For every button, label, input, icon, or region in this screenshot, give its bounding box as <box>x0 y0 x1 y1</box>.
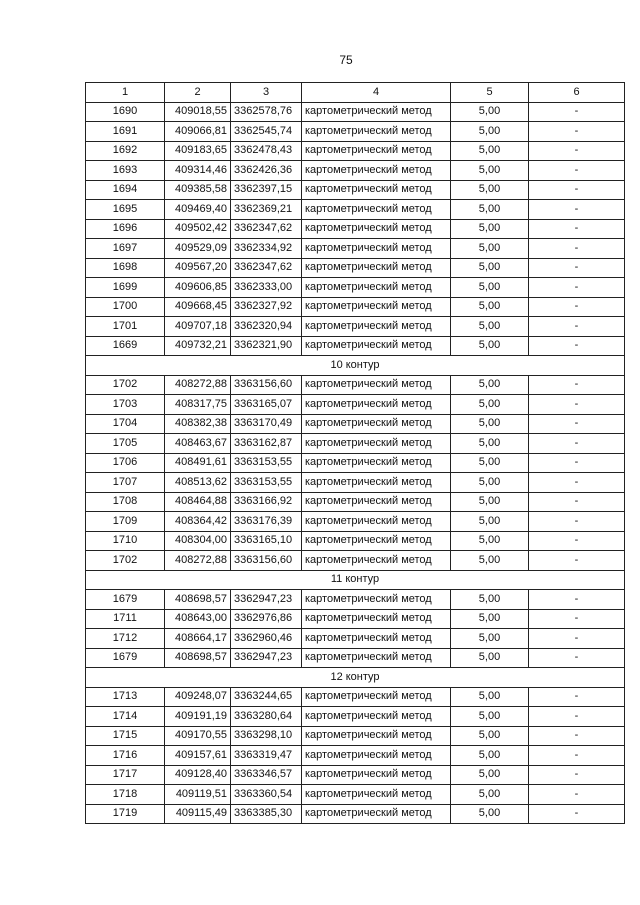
y-coordinate-cell: 3362320,94 <box>231 317 302 337</box>
method-cell: картометрический метод <box>302 278 451 298</box>
y-coordinate-cell: 3363156,60 <box>231 375 302 395</box>
method-cell: картометрический метод <box>302 102 451 122</box>
y-coordinate-cell: 3363385,30 <box>231 804 302 824</box>
method-cell: картометрический метод <box>302 804 451 824</box>
x-coordinate-cell: 409707,18 <box>165 317 231 337</box>
header-col-5: 5 <box>451 83 529 103</box>
table-row <box>86 726 625 746</box>
accuracy-cell: 5,00 <box>451 258 529 278</box>
table-row <box>86 200 625 220</box>
note-cell: - <box>529 531 625 551</box>
point-number-cell: 1709 <box>86 512 165 532</box>
point-number-cell: 1701 <box>86 317 165 337</box>
x-coordinate-cell: 409732,21 <box>165 336 231 356</box>
note-cell: - <box>529 141 625 161</box>
table-row <box>86 512 625 532</box>
table-row <box>86 239 625 259</box>
point-number-cell: 1719 <box>86 804 165 824</box>
accuracy-cell: 5,00 <box>451 785 529 805</box>
accuracy-cell: 5,00 <box>451 161 529 181</box>
x-coordinate-cell: 408513,62 <box>165 473 231 493</box>
accuracy-cell: 5,00 <box>451 765 529 785</box>
x-coordinate-cell: 408272,88 <box>165 375 231 395</box>
point-number-cell: 1679 <box>86 648 165 668</box>
note-cell: - <box>529 473 625 493</box>
y-coordinate-cell: 3362321,90 <box>231 336 302 356</box>
table-row <box>86 297 625 317</box>
y-coordinate-cell: 3362347,62 <box>231 258 302 278</box>
table-row <box>86 629 625 649</box>
x-coordinate-cell: 408643,00 <box>165 609 231 629</box>
note-cell: - <box>529 375 625 395</box>
method-cell: картометрический метод <box>302 161 451 181</box>
note-cell: - <box>529 765 625 785</box>
x-coordinate-cell: 409066,81 <box>165 122 231 142</box>
x-coordinate-cell: 409115,49 <box>165 804 231 824</box>
x-coordinate-cell: 408698,57 <box>165 590 231 610</box>
accuracy-cell: 5,00 <box>451 453 529 473</box>
accuracy-cell: 5,00 <box>451 473 529 493</box>
method-cell: картометрический метод <box>302 200 451 220</box>
y-coordinate-cell: 3362347,62 <box>231 219 302 239</box>
table-row <box>86 122 625 142</box>
method-cell: картометрический метод <box>302 512 451 532</box>
y-coordinate-cell: 3362333,00 <box>231 278 302 298</box>
method-cell: картометрический метод <box>302 141 451 161</box>
table-row <box>86 336 625 356</box>
method-cell: картометрический метод <box>302 180 451 200</box>
table-row <box>86 219 625 239</box>
header-col-3: 3 <box>231 83 302 103</box>
method-cell: картометрический метод <box>302 785 451 805</box>
note-cell: - <box>529 590 625 610</box>
table-row <box>86 609 625 629</box>
x-coordinate-cell: 409170,55 <box>165 726 231 746</box>
point-number-cell: 1698 <box>86 258 165 278</box>
table-row <box>86 492 625 512</box>
point-number-cell: 1697 <box>86 239 165 259</box>
table-row <box>86 707 625 727</box>
table-row <box>86 590 625 610</box>
x-coordinate-cell: 408304,00 <box>165 531 231 551</box>
x-coordinate-cell: 409119,51 <box>165 785 231 805</box>
y-coordinate-cell: 3363360,54 <box>231 785 302 805</box>
x-coordinate-cell: 409668,45 <box>165 297 231 317</box>
x-coordinate-cell: 408272,88 <box>165 551 231 571</box>
note-cell: - <box>529 512 625 532</box>
y-coordinate-cell: 3363153,55 <box>231 473 302 493</box>
x-coordinate-cell: 408317,75 <box>165 395 231 415</box>
note-cell: - <box>529 200 625 220</box>
table-row <box>86 141 625 161</box>
y-coordinate-cell: 3363165,10 <box>231 531 302 551</box>
note-cell: - <box>529 219 625 239</box>
method-cell: картометрический метод <box>302 453 451 473</box>
accuracy-cell: 5,00 <box>451 687 529 707</box>
section-row <box>86 668 625 688</box>
method-cell: картометрический метод <box>302 629 451 649</box>
y-coordinate-cell: 3362947,23 <box>231 648 302 668</box>
y-coordinate-cell: 3362976,86 <box>231 609 302 629</box>
method-cell: картометрический метод <box>302 492 451 512</box>
point-number-cell: 1718 <box>86 785 165 805</box>
x-coordinate-cell: 409314,46 <box>165 161 231 181</box>
x-coordinate-cell: 409385,58 <box>165 180 231 200</box>
table-row <box>86 453 625 473</box>
point-number-cell: 1703 <box>86 395 165 415</box>
method-cell: картометрический метод <box>302 590 451 610</box>
note-cell: - <box>529 395 625 415</box>
accuracy-cell: 5,00 <box>451 239 529 259</box>
y-coordinate-cell: 3363162,87 <box>231 434 302 454</box>
y-coordinate-cell: 3363165,07 <box>231 395 302 415</box>
y-coordinate-cell: 3363298,10 <box>231 726 302 746</box>
table-row <box>86 161 625 181</box>
point-number-cell: 1692 <box>86 141 165 161</box>
page-number: 75 <box>339 53 353 67</box>
table-row <box>86 473 625 493</box>
x-coordinate-cell: 409567,20 <box>165 258 231 278</box>
method-cell: картометрический метод <box>302 531 451 551</box>
point-number-cell: 1712 <box>86 629 165 649</box>
note-cell: - <box>529 707 625 727</box>
method-cell: картометрический метод <box>302 726 451 746</box>
note-cell: - <box>529 648 625 668</box>
method-cell: картометрический метод <box>302 648 451 668</box>
point-number-cell: 1669 <box>86 336 165 356</box>
x-coordinate-cell: 408364,42 <box>165 512 231 532</box>
accuracy-cell: 5,00 <box>451 746 529 766</box>
note-cell: - <box>529 161 625 181</box>
table-row <box>86 687 625 707</box>
point-number-cell: 1717 <box>86 765 165 785</box>
x-coordinate-cell: 409191,19 <box>165 707 231 727</box>
point-number-cell: 1690 <box>86 102 165 122</box>
accuracy-cell: 5,00 <box>451 648 529 668</box>
method-cell: картометрический метод <box>302 707 451 727</box>
x-coordinate-cell: 409183,65 <box>165 141 231 161</box>
method-cell: картометрический метод <box>302 687 451 707</box>
accuracy-cell: 5,00 <box>451 297 529 317</box>
x-coordinate-cell: 409469,40 <box>165 200 231 220</box>
y-coordinate-cell: 3363153,55 <box>231 453 302 473</box>
accuracy-cell: 5,00 <box>451 395 529 415</box>
point-number-cell: 1708 <box>86 492 165 512</box>
note-cell: - <box>529 492 625 512</box>
accuracy-cell: 5,00 <box>451 122 529 142</box>
method-cell: картометрический метод <box>302 258 451 278</box>
y-coordinate-cell: 3363346,57 <box>231 765 302 785</box>
x-coordinate-cell: 409018,55 <box>165 102 231 122</box>
method-cell: картометрический метод <box>302 473 451 493</box>
header-col-2: 2 <box>165 83 231 103</box>
y-coordinate-cell: 3362334,92 <box>231 239 302 259</box>
x-coordinate-cell: 409502,42 <box>165 219 231 239</box>
y-coordinate-cell: 3363166,92 <box>231 492 302 512</box>
table-row <box>86 395 625 415</box>
point-number-cell: 1706 <box>86 453 165 473</box>
note-cell: - <box>529 122 625 142</box>
table-row <box>86 180 625 200</box>
note-cell: - <box>529 239 625 259</box>
accuracy-cell: 5,00 <box>451 200 529 220</box>
point-number-cell: 1693 <box>86 161 165 181</box>
point-number-cell: 1702 <box>86 551 165 571</box>
table-row <box>86 414 625 434</box>
table-row <box>86 785 625 805</box>
accuracy-cell: 5,00 <box>451 219 529 239</box>
accuracy-cell: 5,00 <box>451 414 529 434</box>
point-number-cell: 1705 <box>86 434 165 454</box>
table-row <box>86 434 625 454</box>
note-cell: - <box>529 629 625 649</box>
accuracy-cell: 5,00 <box>451 726 529 746</box>
note-cell: - <box>529 180 625 200</box>
table-row <box>86 804 625 824</box>
table-row <box>86 551 625 571</box>
section-row <box>86 356 625 376</box>
note-cell: - <box>529 317 625 337</box>
note-cell: - <box>529 278 625 298</box>
table-row <box>86 102 625 122</box>
point-number-cell: 1716 <box>86 746 165 766</box>
point-number-cell: 1711 <box>86 609 165 629</box>
table-row <box>86 531 625 551</box>
y-coordinate-cell: 3362545,74 <box>231 122 302 142</box>
x-coordinate-cell: 408698,57 <box>165 648 231 668</box>
point-number-cell: 1702 <box>86 375 165 395</box>
method-cell: картометрический метод <box>302 336 451 356</box>
note-cell: - <box>529 258 625 278</box>
note-cell: - <box>529 551 625 571</box>
x-coordinate-cell: 409248,07 <box>165 687 231 707</box>
accuracy-cell: 5,00 <box>451 707 529 727</box>
note-cell: - <box>529 726 625 746</box>
note-cell: - <box>529 297 625 317</box>
note-cell: - <box>529 414 625 434</box>
x-coordinate-cell: 408664,17 <box>165 629 231 649</box>
y-coordinate-cell: 3363176,39 <box>231 512 302 532</box>
y-coordinate-cell: 3362478,43 <box>231 141 302 161</box>
accuracy-cell: 5,00 <box>451 551 529 571</box>
method-cell: картометрический метод <box>302 219 451 239</box>
accuracy-cell: 5,00 <box>451 804 529 824</box>
accuracy-cell: 5,00 <box>451 317 529 337</box>
section-title: 12 контур <box>86 668 625 688</box>
table-row <box>86 317 625 337</box>
note-cell: - <box>529 785 625 805</box>
accuracy-cell: 5,00 <box>451 590 529 610</box>
y-coordinate-cell: 3363319,47 <box>231 746 302 766</box>
x-coordinate-cell: 408382,38 <box>165 414 231 434</box>
note-cell: - <box>529 453 625 473</box>
note-cell: - <box>529 102 625 122</box>
section-row <box>86 570 625 590</box>
table-body <box>86 102 625 824</box>
accuracy-cell: 5,00 <box>451 375 529 395</box>
method-cell: картометрический метод <box>302 551 451 571</box>
method-cell: картометрический метод <box>302 122 451 142</box>
note-cell: - <box>529 804 625 824</box>
point-number-cell: 1714 <box>86 707 165 727</box>
note-cell: - <box>529 434 625 454</box>
y-coordinate-cell: 3363244,65 <box>231 687 302 707</box>
accuracy-cell: 5,00 <box>451 102 529 122</box>
table-header-row <box>86 83 625 103</box>
point-number-cell: 1694 <box>86 180 165 200</box>
y-coordinate-cell: 3362947,23 <box>231 590 302 610</box>
header-col-4: 4 <box>302 83 451 103</box>
section-title: 11 контур <box>86 570 625 590</box>
method-cell: картометрический метод <box>302 317 451 337</box>
accuracy-cell: 5,00 <box>451 336 529 356</box>
accuracy-cell: 5,00 <box>451 141 529 161</box>
header-col-6: 6 <box>529 83 625 103</box>
method-cell: картометрический метод <box>302 414 451 434</box>
note-cell: - <box>529 336 625 356</box>
method-cell: картометрический метод <box>302 609 451 629</box>
accuracy-cell: 5,00 <box>451 531 529 551</box>
y-coordinate-cell: 3363280,64 <box>231 707 302 727</box>
accuracy-cell: 5,00 <box>451 180 529 200</box>
method-cell: картометрический метод <box>302 746 451 766</box>
x-coordinate-cell: 409606,85 <box>165 278 231 298</box>
table-row <box>86 375 625 395</box>
x-coordinate-cell: 408464,88 <box>165 492 231 512</box>
accuracy-cell: 5,00 <box>451 492 529 512</box>
table-row <box>86 746 625 766</box>
method-cell: картометрический метод <box>302 297 451 317</box>
accuracy-cell: 5,00 <box>451 278 529 298</box>
method-cell: картометрический метод <box>302 375 451 395</box>
point-number-cell: 1700 <box>86 297 165 317</box>
y-coordinate-cell: 3362369,21 <box>231 200 302 220</box>
header-col-1: 1 <box>86 83 165 103</box>
y-coordinate-cell: 3362397,15 <box>231 180 302 200</box>
y-coordinate-cell: 3362327,92 <box>231 297 302 317</box>
x-coordinate-cell: 409157,61 <box>165 746 231 766</box>
note-cell: - <box>529 687 625 707</box>
method-cell: картометрический метод <box>302 239 451 259</box>
table-row <box>86 765 625 785</box>
x-coordinate-cell: 409529,09 <box>165 239 231 259</box>
point-number-cell: 1704 <box>86 414 165 434</box>
x-coordinate-cell: 408463,67 <box>165 434 231 454</box>
method-cell: картометрический метод <box>302 395 451 415</box>
table-row <box>86 258 625 278</box>
section-title: 10 контур <box>86 356 625 376</box>
method-cell: картометрический метод <box>302 765 451 785</box>
y-coordinate-cell: 3362960,46 <box>231 629 302 649</box>
x-coordinate-cell: 409128,40 <box>165 765 231 785</box>
y-coordinate-cell: 3362426,36 <box>231 161 302 181</box>
note-cell: - <box>529 746 625 766</box>
point-number-cell: 1696 <box>86 219 165 239</box>
y-coordinate-cell: 3363156,60 <box>231 551 302 571</box>
coordinates-table <box>85 82 625 824</box>
point-number-cell: 1713 <box>86 687 165 707</box>
point-number-cell: 1707 <box>86 473 165 493</box>
method-cell: картометрический метод <box>302 434 451 454</box>
point-number-cell: 1715 <box>86 726 165 746</box>
y-coordinate-cell: 3362578,76 <box>231 102 302 122</box>
note-cell: - <box>529 609 625 629</box>
accuracy-cell: 5,00 <box>451 512 529 532</box>
accuracy-cell: 5,00 <box>451 629 529 649</box>
point-number-cell: 1691 <box>86 122 165 142</box>
point-number-cell: 1710 <box>86 531 165 551</box>
table-row <box>86 648 625 668</box>
table-row <box>86 278 625 298</box>
x-coordinate-cell: 408491,61 <box>165 453 231 473</box>
point-number-cell: 1679 <box>86 590 165 610</box>
accuracy-cell: 5,00 <box>451 434 529 454</box>
y-coordinate-cell: 3363170,49 <box>231 414 302 434</box>
point-number-cell: 1699 <box>86 278 165 298</box>
accuracy-cell: 5,00 <box>451 609 529 629</box>
point-number-cell: 1695 <box>86 200 165 220</box>
